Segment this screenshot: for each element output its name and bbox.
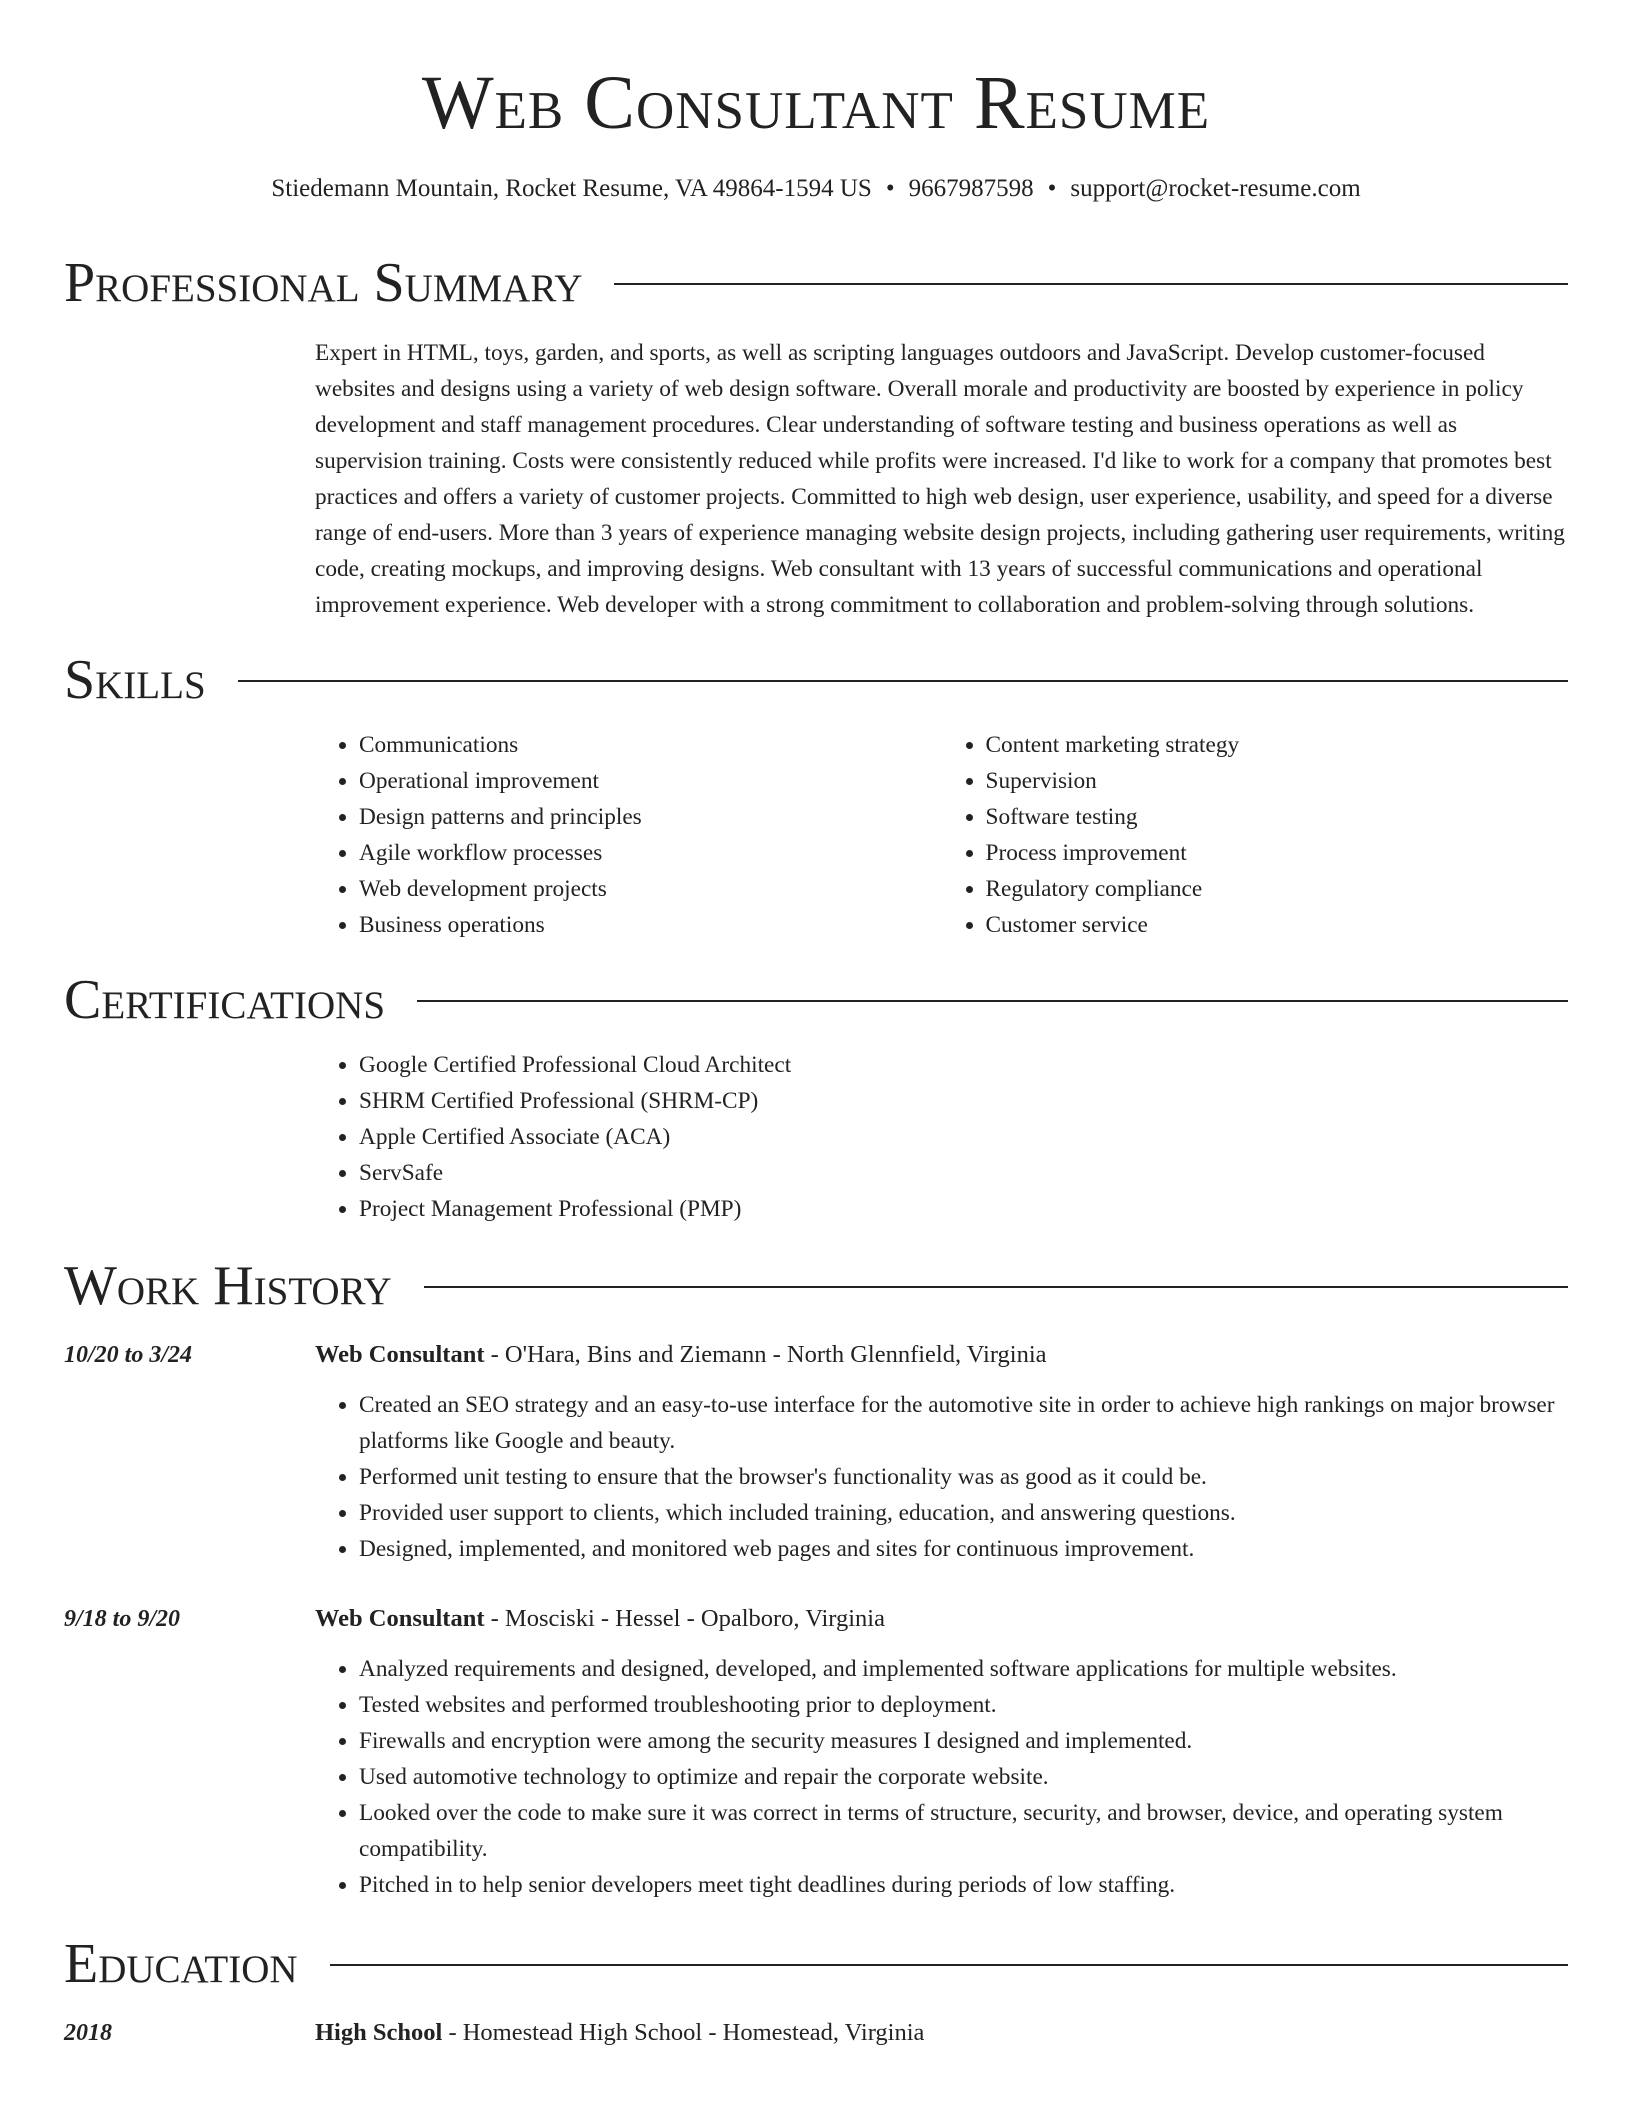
section-title-summary: Professional Summary: [64, 252, 583, 314]
skills-list-left: [315, 727, 942, 943]
skill-item: • Supervision: [986, 763, 1569, 799]
job-employer: - Mosciski - Hessel - Opalboro, Virginia: [484, 1605, 885, 1632]
work-history-section: [64, 1251, 1568, 1903]
resume-page: [64, 0, 1568, 2051]
job-bullet: • Looked over the code to make sure it was correct in terms of structure, security, and browser, device, and operating system compatibility.: [359, 1795, 1568, 1867]
skills-list-right: [942, 727, 1569, 943]
contact-line: [64, 172, 1568, 206]
section-header: [64, 965, 1568, 1035]
section-title-certifications: Certifications: [64, 969, 386, 1031]
skill-item: • Web development projects: [359, 871, 942, 907]
certifications-list: [315, 1047, 1568, 1227]
skill-item: • Regulatory compliance: [986, 871, 1569, 907]
skill-item: • Business operations: [359, 907, 942, 943]
section-header: [64, 1929, 1568, 1999]
job-title: Web Consultant: [315, 1341, 485, 1368]
skill-item: • Software testing: [986, 799, 1569, 835]
address: Stiedemann Mountain, Rocket Resume, VA 49864-1594 US: [271, 175, 872, 202]
section-rule: [417, 1000, 1568, 1002]
certifications-content: [315, 1047, 1568, 1227]
education-school: - Homestead High School - Homestead, Virginia: [442, 2019, 925, 2046]
summary-content: [315, 335, 1568, 623]
skill-item: • Communications: [359, 727, 942, 763]
section-title-skills: Skills: [64, 649, 206, 711]
job-title: Web Consultant: [315, 1605, 485, 1632]
education-entry: [64, 2015, 1568, 2051]
skill-item: • Process improvement: [986, 835, 1569, 871]
job-bullet: • Firewalls and encryption were among the security measures I designed and implemented.: [359, 1723, 1568, 1759]
skill-item: • Operational improvement: [359, 763, 942, 799]
job-heading: [315, 1337, 1568, 1373]
job-bullet: • Designed, implemented, and monitored web pages and sites for continuous improvement.: [359, 1531, 1568, 1567]
job-entry: [64, 1601, 1568, 1903]
separator-dot: •: [1047, 175, 1057, 202]
section-rule: [330, 1964, 1568, 1966]
section-rule: [238, 680, 1568, 682]
skill-item: • Customer service: [986, 907, 1569, 943]
skill-item: • Content marketing strategy: [986, 727, 1569, 763]
page-title: Web Consultant Resume: [421, 61, 1211, 145]
job-bullet: • Tested websites and performed troubleshooting prior to deployment.: [359, 1687, 1568, 1723]
job-body: [315, 1337, 1568, 1567]
section-header: [64, 1251, 1568, 1321]
job-bullets: [315, 1387, 1568, 1567]
education-body: [315, 2015, 1568, 2051]
email: support@rocket-resume.com: [1070, 175, 1361, 202]
job-body: [315, 1601, 1568, 1903]
certification-item: • Apple Certified Associate (ACA): [359, 1119, 1568, 1155]
summary-section: [64, 248, 1568, 623]
education-degree: High School: [315, 2019, 443, 2046]
job-bullet: • Performed unit testing to ensure that the browser's functionality was as good as it could be.: [359, 1459, 1568, 1495]
job-bullets: [315, 1651, 1568, 1903]
summary-text: Expert in HTML, toys, garden, and sports, as well as scripting languages outdoors and JavaScript. Develop customer-focused websites and designs using a variety of web design software. Overall morale and productivity are boosted by experience in policy development and staff management procedures. Clear understanding of software testing and business operations as well as supervision training. Costs were consistently reduced while profits were increased. I'd like to work for a company that promotes best practices and offers a variety of customer projects. Committed to high web design, user experience, usability, and speed for a diverse range of end-users. More than 3 years of experience managing website design projects, including gathering user requirements, writing code, creating mockups, and improving designs. Web consultant with 13 years of successful communications and operational improvement experience. Web developer with a strong commitment to collaboration and problem-solving through solutions.: [315, 340, 1565, 618]
section-header: [64, 645, 1568, 715]
job-bullet: • Provided user support to clients, which included training, education, and answering questions.: [359, 1495, 1568, 1531]
skills-columns: [315, 727, 1568, 943]
skills-section: [64, 645, 1568, 943]
section-header: [64, 248, 1568, 318]
job-dates: 10/20 to 3/24: [64, 1342, 193, 1368]
skill-item: • Design patterns and principles: [359, 799, 942, 835]
education-heading: [315, 2015, 1568, 2051]
job-bullet: • Pitched in to help senior developers meet tight deadlines during periods of low staffing.: [359, 1867, 1568, 1903]
separator-dot: •: [885, 175, 895, 202]
job-bullet: • Analyzed requirements and designed, developed, and implemented software applications for multiple websites.: [359, 1651, 1568, 1687]
job-dates: 9/18 to 9/20: [64, 1606, 181, 1632]
job-bullet: • Created an SEO strategy and an easy-to-use interface for the automotive site in order to achieve high rankings on major browser platforms like Google and beauty.: [359, 1387, 1568, 1459]
certification-item: • Google Certified Professional Cloud Architect: [359, 1047, 1568, 1083]
job-entry: [64, 1337, 1568, 1567]
section-title-education: Education: [64, 1933, 298, 1995]
certification-item: • Project Management Professional (PMP): [359, 1191, 1568, 1227]
job-heading: [315, 1601, 1568, 1637]
education-section: [64, 1929, 1568, 2051]
job-bullet: • Used automotive technology to optimize and repair the corporate website.: [359, 1759, 1568, 1795]
education-year: 2018: [64, 2020, 112, 2046]
certification-item: • ServSafe: [359, 1155, 1568, 1191]
job-employer: - O'Hara, Bins and Ziemann - North Glennfield, Virginia: [484, 1341, 1047, 1368]
section-rule: [614, 283, 1568, 285]
phone: 9667987598: [908, 175, 1034, 202]
certification-item: • SHRM Certified Professional (SHRM-CP): [359, 1083, 1568, 1119]
certifications-section: [64, 965, 1568, 1227]
section-title-work-history: Work History: [64, 1255, 392, 1317]
section-rule: [424, 1286, 1568, 1288]
skill-item: • Agile workflow processes: [359, 835, 942, 871]
